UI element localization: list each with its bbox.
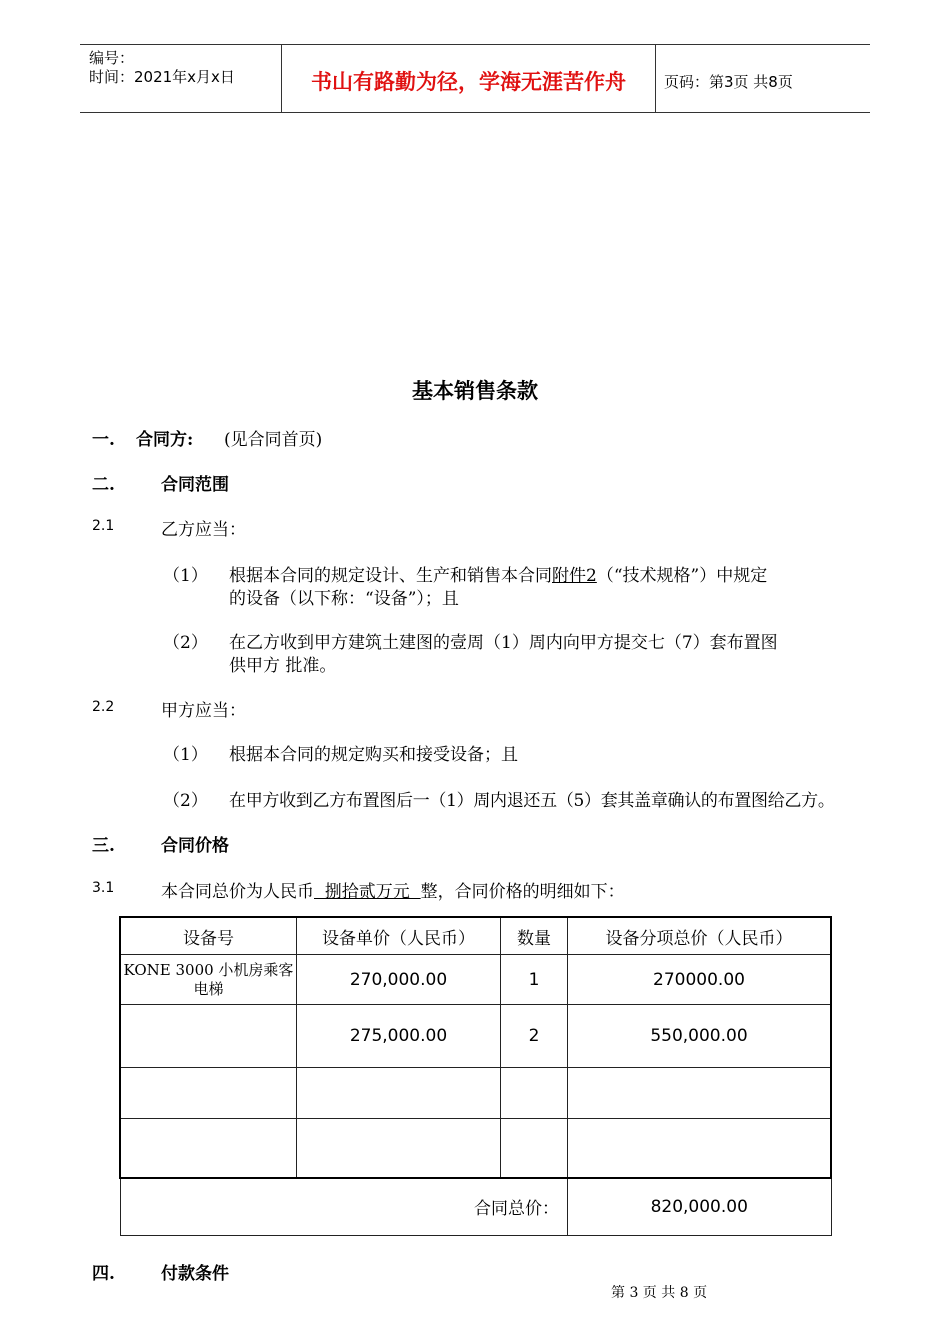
row-3-subtotal bbox=[568, 1068, 832, 1119]
document-title: 基本销售条款 bbox=[412, 378, 538, 403]
section-1-heading: 合同方: bbox=[136, 430, 194, 450]
table-row bbox=[120, 955, 831, 1005]
clause-2-1-number: 2.1 bbox=[92, 518, 115, 534]
clause-2-1-item-2-line1: 在乙方收到甲方建筑土建图的壹周（1）周内向甲方提交七（7）套布置图 bbox=[229, 633, 778, 653]
header-unit-price: 设备单价（人民币） bbox=[297, 917, 501, 955]
contract-total-amount-words: 捌拾贰万元 bbox=[314, 882, 421, 902]
section-2-heading: 合同范围 bbox=[161, 475, 229, 495]
section-3-heading: 合同价格 bbox=[161, 836, 229, 856]
header-number-label: 编号： bbox=[89, 49, 135, 67]
row-3-quantity bbox=[501, 1068, 568, 1119]
clause-2-1-item-1-text-b: （“技术规格”）中规定 bbox=[596, 566, 768, 586]
header-time-label: 时间：2021年x月x日 bbox=[89, 68, 235, 86]
clause-2-2-item-2-line1: 在甲方收到乙方布置图后一（1）周内退还五（5）套其盖章确认的布置图给乙方。 bbox=[229, 791, 835, 811]
row-4-subtotal bbox=[568, 1119, 832, 1178]
section-1-number: 一. bbox=[92, 430, 115, 450]
table-row bbox=[120, 1068, 831, 1119]
row-2-quantity: 2 bbox=[501, 1005, 568, 1068]
clause-2-2-item-1-line1: 根据本合同的规定购买和接受设备；且 bbox=[229, 745, 518, 765]
price-table bbox=[119, 916, 832, 1236]
row-2-subtotal: 550,000.00 bbox=[568, 1005, 832, 1068]
section-3-number: 三. bbox=[92, 836, 115, 856]
row-4-quantity bbox=[501, 1119, 568, 1178]
appendix-2-link[interactable]: 附件2 bbox=[552, 566, 597, 586]
clause-2-2-number: 2.2 bbox=[92, 699, 115, 715]
footer-page-number: 第 3 页 共 8 页 bbox=[611, 1285, 708, 1301]
price-table-header-row bbox=[120, 917, 831, 955]
clause-2-1-text: 乙方应当： bbox=[161, 520, 246, 540]
table-row bbox=[120, 1119, 831, 1178]
header-motto: 书山有路勤为径，学海无涯苦作舟 bbox=[311, 69, 626, 94]
header-equipment-no: 设备号 bbox=[120, 917, 297, 955]
total-value: 820,000.00 bbox=[568, 1178, 832, 1236]
row-3-unit-price bbox=[297, 1068, 501, 1119]
section-4-heading: 付款条件 bbox=[161, 1264, 229, 1284]
clause-2-1-item-1-text-a: 根据本合同的规定设计、生产和销售本合同 bbox=[229, 566, 552, 586]
header-page-info: 页码：第3页 共8页 bbox=[664, 73, 793, 91]
clause-2-1-item-1-line1 bbox=[229, 561, 767, 586]
clause-3-1-number: 3.1 bbox=[92, 880, 115, 896]
clause-3-1-line bbox=[161, 877, 625, 902]
section-2-number: 二. bbox=[92, 475, 115, 495]
clause-2-1-item-1-line2: 的设备（以下称：“设备”）；且 bbox=[229, 589, 459, 609]
header-subtotal: 设备分项总价（人民币） bbox=[568, 917, 832, 955]
clause-2-2-text: 甲方应当： bbox=[161, 701, 246, 721]
header-quantity: 数量 bbox=[501, 917, 568, 955]
header-divider-right bbox=[655, 44, 656, 112]
table-row bbox=[120, 1005, 831, 1068]
header-top-rule bbox=[80, 44, 870, 45]
total-label: 合同总价： bbox=[120, 1178, 568, 1236]
clause-2-2-item-1-number: （1） bbox=[163, 745, 208, 765]
row-1-unit-price: 270,000.00 bbox=[297, 955, 501, 1005]
row-1-equipment: KONE 3000 小机房乘客电梯 bbox=[120, 955, 297, 1005]
clause-3-1-text-a: 本合同总价为人民币 bbox=[161, 882, 314, 902]
row-2-unit-price: 275,000.00 bbox=[297, 1005, 501, 1068]
row-3-equipment bbox=[120, 1068, 297, 1119]
total-row bbox=[120, 1178, 831, 1236]
clause-2-2-item-2-number: （2） bbox=[163, 791, 208, 811]
row-1-subtotal: 270000.00 bbox=[568, 955, 832, 1005]
row-1-quantity: 1 bbox=[501, 955, 568, 1005]
clause-2-1-item-2-line2: 供甲方 批准。 bbox=[229, 656, 337, 676]
section-4-number: 四. bbox=[92, 1264, 115, 1284]
row-2-equipment bbox=[120, 1005, 297, 1068]
section-1-note: (见合同首页) bbox=[224, 430, 323, 450]
header-bottom-rule bbox=[80, 112, 870, 113]
row-4-equipment bbox=[120, 1119, 297, 1178]
clause-3-1-text-b: 整，合同价格的明细如下： bbox=[420, 882, 625, 902]
row-4-unit-price bbox=[297, 1119, 501, 1178]
clause-2-1-item-1-number: （1） bbox=[163, 566, 208, 586]
clause-2-1-item-2-number: （2） bbox=[163, 633, 208, 653]
